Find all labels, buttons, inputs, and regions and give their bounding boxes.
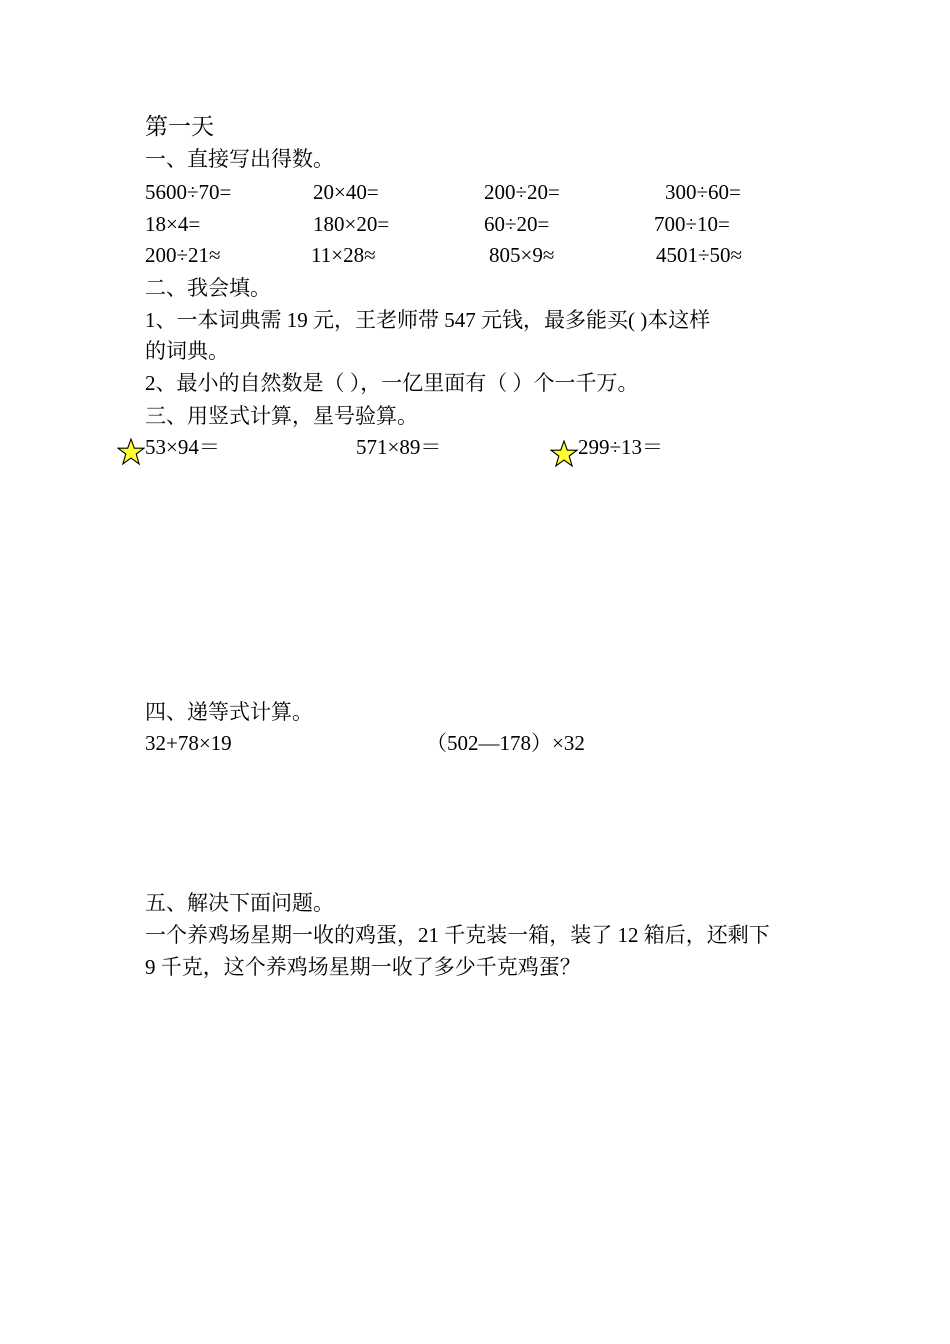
step-calc-problem: 32+78×19 xyxy=(145,731,232,755)
oral-problem: 60÷20= xyxy=(484,212,550,236)
section-4-heading: 四、递等式计算。 xyxy=(145,700,313,724)
vertical-calc-problem: 53×94＝ xyxy=(145,435,220,459)
step-calc-problem: （502—178）×32 xyxy=(426,731,585,755)
star-icon xyxy=(117,438,145,466)
vertical-calc-problem: 299÷13＝ xyxy=(578,435,664,459)
word-problem-line-2: 9 千克，这个养鸡场星期一收了多少千克鸡蛋？ xyxy=(145,955,581,979)
word-problem-line-1: 一个养鸡场星期一收的鸡蛋，21 千克装一箱，装了 12 箱后，还剩下 xyxy=(145,923,770,947)
oral-problem: 300÷60= xyxy=(665,180,741,204)
section-3-heading: 三、用竖式计算，星号验算。 xyxy=(145,404,418,428)
oral-problem: 200÷20= xyxy=(484,180,560,204)
estimate-problem: 200÷21≈ xyxy=(145,243,221,267)
estimate-problem: 11×28≈ xyxy=(311,243,376,267)
oral-problem: 18×4= xyxy=(145,212,201,236)
vertical-calc-problem: 571×89＝ xyxy=(356,435,442,459)
fill-question-1-line-2: 的词典。 xyxy=(145,339,229,363)
estimate-problem: 4501÷50≈ xyxy=(656,243,743,267)
section-2-heading: 二、我会填。 xyxy=(145,276,271,300)
oral-problem: 5600÷70= xyxy=(145,180,232,204)
star-icon xyxy=(550,440,578,468)
fill-question-1-line-1: 1、一本词典需 19 元，王老师带 547 元钱，最多能买( )本这样 xyxy=(145,308,711,332)
day-title: 第一天 xyxy=(145,114,214,139)
oral-problem: 20×40= xyxy=(313,180,379,204)
estimate-problem: 805×9≈ xyxy=(489,243,555,267)
section-5-heading: 五、解决下面问题。 xyxy=(145,891,334,915)
oral-problem: 700÷10= xyxy=(654,212,730,236)
section-1-heading: 一、直接写出得数。 xyxy=(145,147,334,171)
fill-question-2: 2、最小的自然数是（ ），一亿里面有（ ）个一千万。 xyxy=(145,371,639,395)
oral-problem: 180×20= xyxy=(313,212,390,236)
